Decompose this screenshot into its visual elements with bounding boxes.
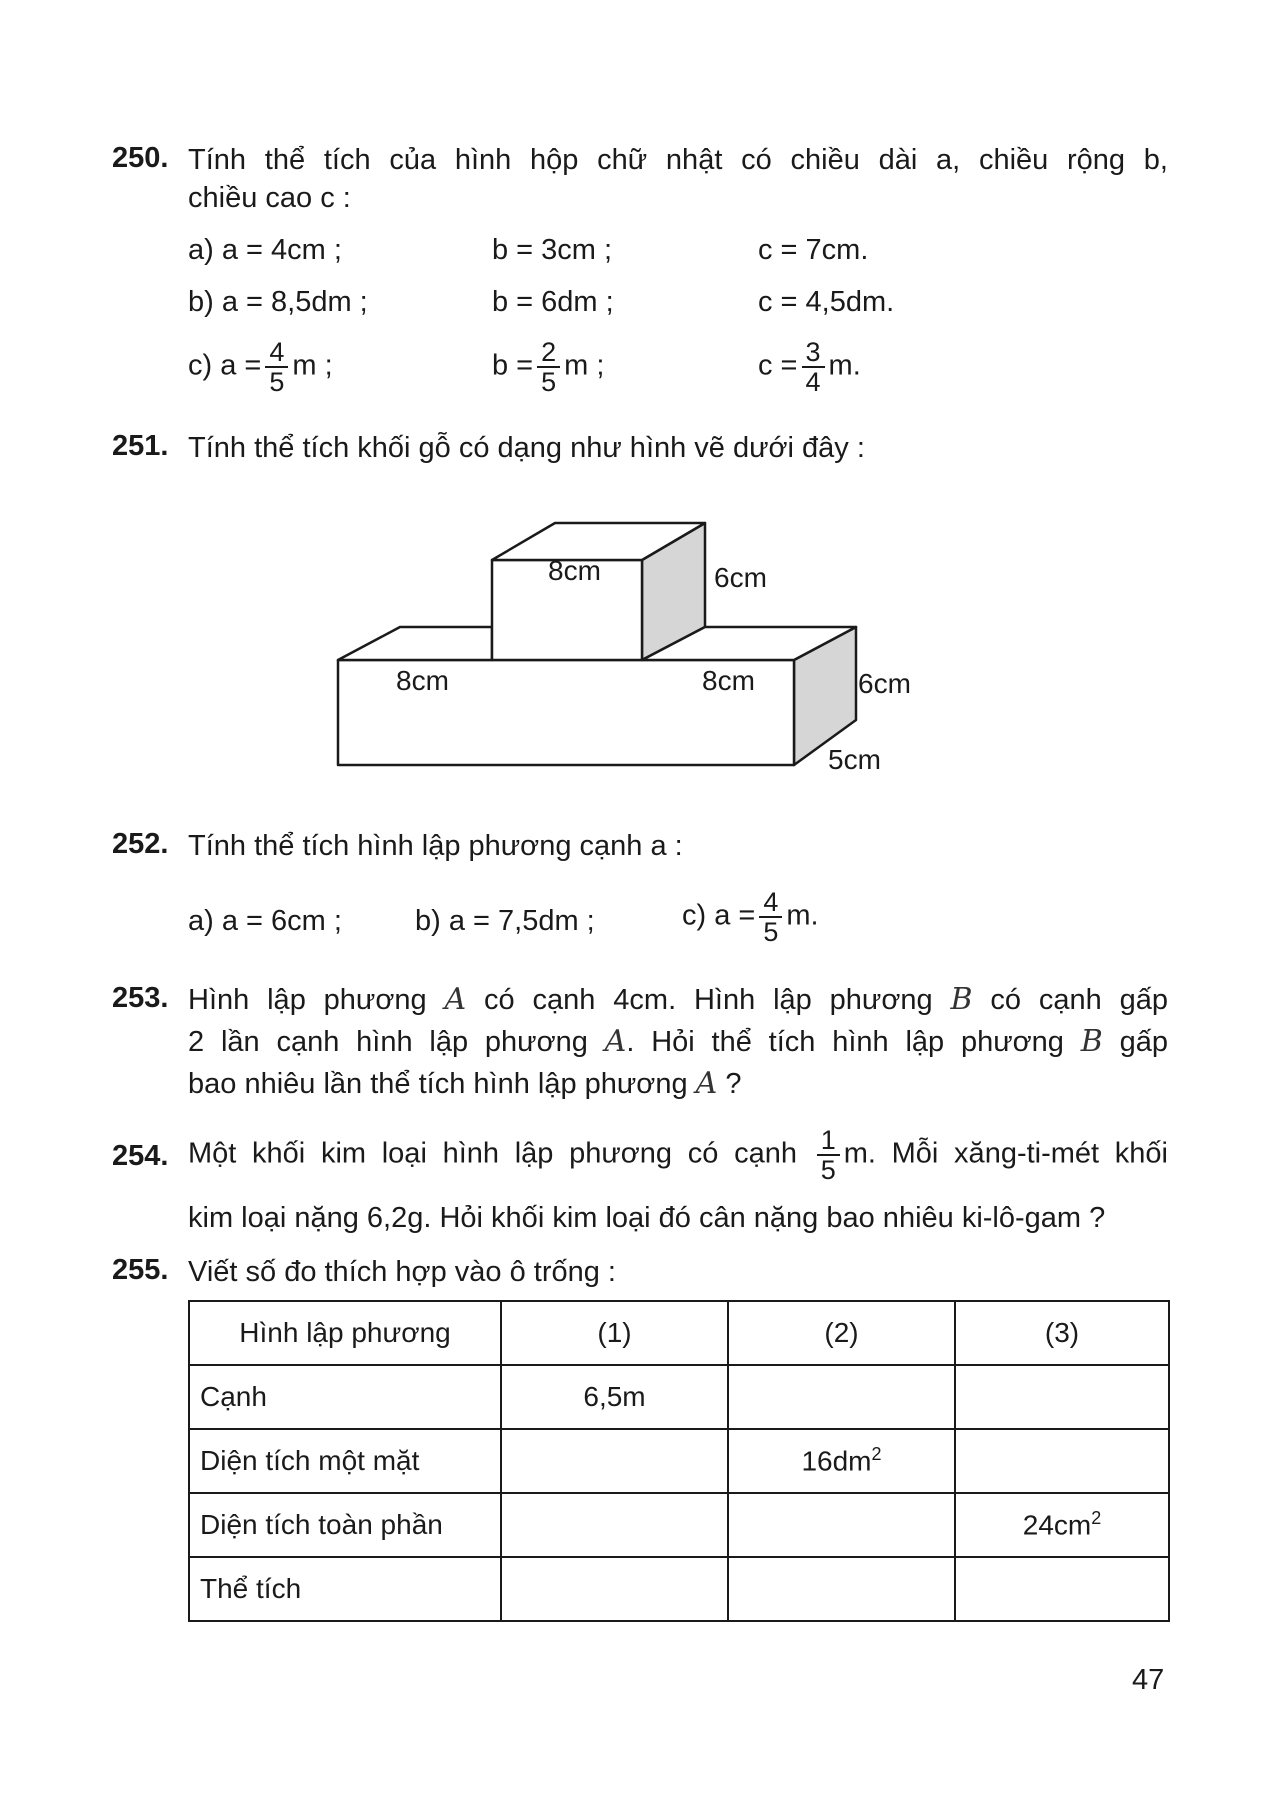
problem-254-number: 254.: [112, 1140, 169, 1172]
problem-253-line3: [188, 1066, 742, 1102]
fig-top-width: 8cm: [548, 555, 601, 586]
table-cell: 6,5m: [501, 1365, 728, 1429]
table-cell: [501, 1557, 728, 1621]
p252-c: [682, 888, 819, 946]
cell-value: 24cm: [1022, 1509, 1092, 1541]
row-label: Diện tích toàn phần: [189, 1493, 501, 1557]
table-header-cell: (2): [728, 1301, 955, 1365]
cube-b-symbol: B: [1080, 1024, 1103, 1059]
cell-value: 16dm: [801, 1445, 872, 1477]
p250-a-a: a) a = 4cm ;: [188, 234, 342, 266]
p252-a: a) a = 6cm ;: [188, 905, 342, 937]
unit: m.: [786, 899, 819, 932]
denominator: 5: [269, 367, 285, 397]
fraction: [817, 1126, 840, 1184]
unit: m ;: [564, 349, 605, 382]
fig-right-width: 8cm: [702, 665, 755, 696]
page-number: 47: [1132, 1664, 1165, 1696]
table-cell: [728, 1429, 955, 1493]
p252-b: b) a = 7,5dm ;: [415, 905, 595, 937]
left-top-face: [338, 627, 492, 660]
table-cell: [955, 1557, 1169, 1621]
cube-a-symbol: A: [444, 982, 467, 1017]
p250-c-a-label: c) a =: [188, 349, 262, 382]
text: có cạnh gấp: [990, 984, 1169, 1016]
problem-255-number: 255.: [112, 1254, 169, 1286]
fraction: [802, 338, 825, 396]
problem-250-number: 250.: [112, 142, 169, 174]
table-header-cell: (3): [955, 1301, 1169, 1365]
p250-c-c-label: c =: [758, 349, 798, 382]
problem-251-text: Tính thể tích khối gỗ có dạng như hình vẽ dưới đây :: [188, 432, 865, 464]
fig-top-height: 6cm: [714, 562, 767, 593]
problem-255-text: Viết số đo thích hợp vào ô trống :: [188, 1256, 616, 1288]
text: . Hỏi thể tích hình lập phương: [626, 1026, 1064, 1058]
table-header-cell: Hình lập phương: [189, 1301, 501, 1365]
text: bao nhiêu lần thể tích hình lập phương: [188, 1068, 688, 1100]
problem-253-line2: [188, 1024, 1168, 1060]
numerator: 3: [802, 338, 825, 368]
p250-c-b-label: b =: [492, 349, 534, 382]
p250-c-c: [758, 338, 861, 396]
table-header-cell: (1): [501, 1301, 728, 1365]
table-cell: [728, 1557, 955, 1621]
row-label: Thể tích: [189, 1557, 501, 1621]
fig-left-width: 8cm: [396, 665, 449, 696]
table-cell: [501, 1429, 728, 1493]
text: 2 lần cạnh hình lập phương: [188, 1026, 588, 1058]
unit: m ;: [292, 349, 333, 382]
text: có cạnh 4cm. Hình lập phương: [484, 984, 933, 1016]
numerator: 4: [265, 338, 288, 368]
problem-252-number: 252.: [112, 828, 169, 860]
p250-a-b: b = 3cm ;: [492, 234, 613, 266]
text: gấp: [1119, 1026, 1168, 1058]
cube-b-symbol: B: [950, 982, 973, 1017]
denominator: 4: [805, 367, 821, 397]
text: Một khối kim loại hình lập phương có cạnh: [188, 1137, 797, 1170]
text: Hình lập phương: [188, 984, 427, 1016]
cube-table: [188, 1300, 1170, 1622]
fig-base-height: 6cm: [858, 668, 911, 699]
table-cell: [501, 1493, 728, 1557]
denominator: 5: [820, 1155, 836, 1185]
text: ?: [725, 1068, 742, 1100]
fraction: [759, 888, 782, 946]
fraction: [537, 338, 560, 396]
denominator: 5: [763, 917, 779, 947]
table-cell: [728, 1365, 955, 1429]
p252-c-label: c) a =: [682, 899, 756, 932]
problem-254-line2: kim loại nặng 6,2g. Hỏi khối kim loại đó cân nặng bao nhiêu ki-lô-gam ?: [188, 1202, 1106, 1234]
problem-251-number: 251.: [112, 430, 169, 462]
numerator: 1: [817, 1126, 840, 1156]
row-label: Cạnh: [189, 1365, 501, 1429]
table-cell: [955, 1429, 1169, 1493]
unit: m.: [828, 349, 861, 382]
problem-253-line1: [188, 982, 1168, 1018]
table-row: [189, 1365, 1169, 1429]
problem-252-text: Tính thể tích hình lập phương cạnh a :: [188, 830, 683, 862]
fraction: [265, 338, 288, 396]
p250-a-c: c = 7cm.: [758, 234, 869, 266]
fig-depth: 5cm: [828, 744, 881, 775]
p250-b-c: c = 4,5dm.: [758, 286, 895, 318]
cube-a-symbol: A: [695, 1066, 718, 1101]
table-row: [189, 1493, 1169, 1557]
table-cell: [955, 1365, 1169, 1429]
exponent: 2: [1091, 1508, 1102, 1529]
row-label: Diện tích một mặt: [189, 1429, 501, 1493]
p250-c-b: [492, 338, 604, 396]
exponent: 2: [871, 1444, 882, 1465]
problem-253-number: 253.: [112, 982, 169, 1014]
table-header-row: [189, 1301, 1169, 1365]
p250-c-a: [188, 338, 333, 396]
problem-254-line1: [188, 1126, 1168, 1184]
numerator: 4: [759, 888, 782, 918]
table-cell: [728, 1493, 955, 1557]
p250-b-b: b = 6dm ;: [492, 286, 614, 318]
text: m. Mỗi xăng-ti-mét khối: [843, 1137, 1169, 1170]
p250-b-a: b) a = 8,5dm ;: [188, 286, 368, 318]
table-cell: [955, 1493, 1169, 1557]
denominator: 5: [541, 367, 557, 397]
problem-250-line1: Tính thể tích của hình hộp chữ nhật có chiều dài a, chiều rộng b,: [188, 144, 1168, 176]
table-row: [189, 1429, 1169, 1493]
problem-250-line2: chiều cao c :: [188, 182, 351, 214]
table-row: [189, 1557, 1169, 1621]
numerator: 2: [537, 338, 560, 368]
cube-a-symbol: A: [604, 1024, 627, 1059]
